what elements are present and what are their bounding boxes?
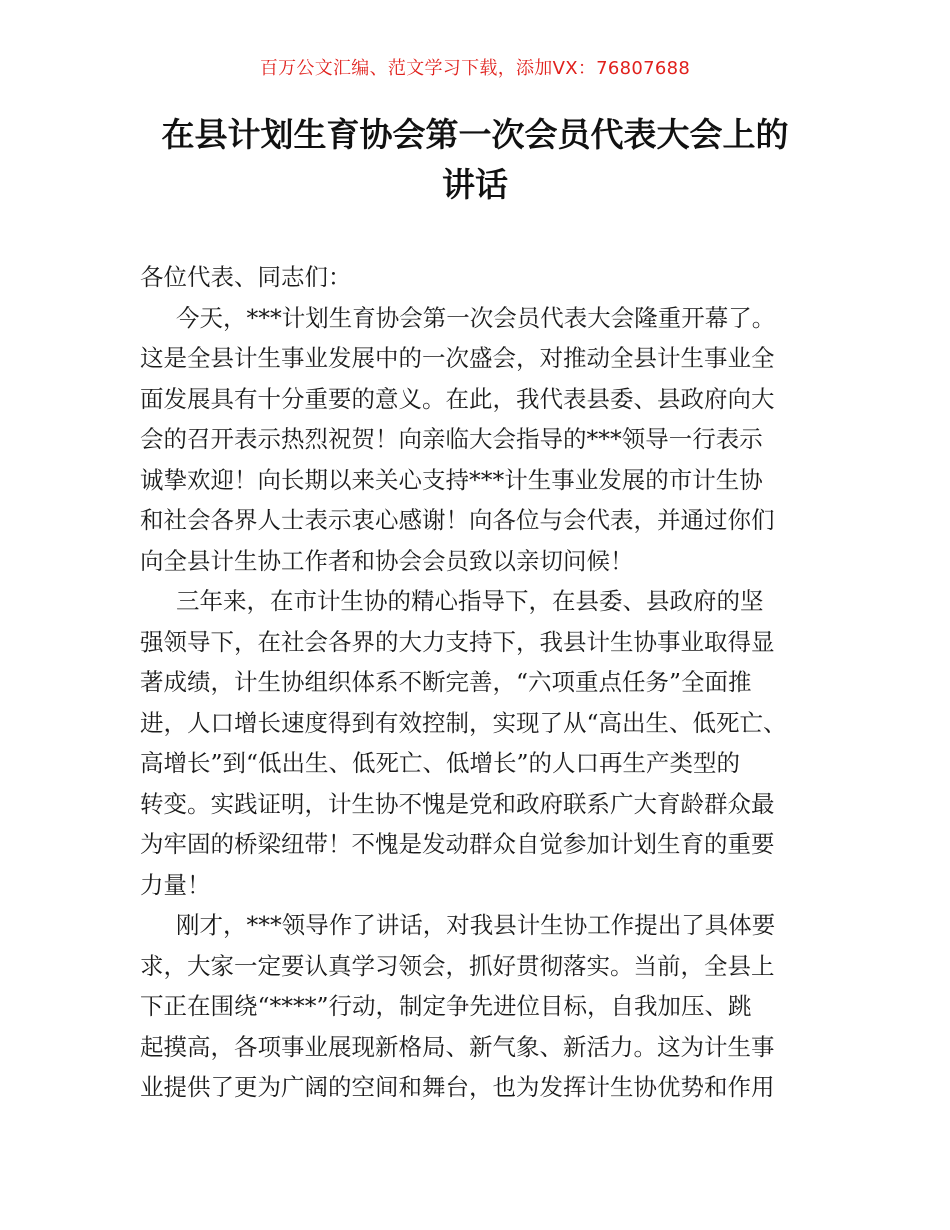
watermark-banner: 百万公文汇编、范文学习下载，添加VX：76807688 bbox=[259, 58, 691, 79]
text-line: 和社会各界人士表示衷心感谢！向各位与会代表，并通过你们 bbox=[140, 506, 775, 534]
text-line: 业提供了更为广阔的空间和舞台，也为发挥计生协优势和作用 bbox=[140, 1073, 775, 1101]
text-line: 刚才，***领导作了讲话，对我县计生协工作提出了具体要 bbox=[176, 911, 776, 939]
text-line: 面发展具有十分重要的意义。在此，我代表县委、县政府向大 bbox=[140, 384, 775, 413]
speech-body bbox=[140, 257, 815, 1108]
paragraph-achievements bbox=[140, 581, 815, 905]
text-line: 高增长”到“低出生、低死亡、低增长”的人口再生产类型的 bbox=[140, 749, 741, 777]
text-line: 诚挚欢迎！向长期以来关心支持***计生事业发展的市计生协 bbox=[140, 465, 763, 494]
paragraph-requirements bbox=[140, 905, 815, 1108]
text-line: 进，人口增长速度得到有效控制，实现了从“高出生、低死亡、 bbox=[140, 708, 787, 737]
text-line: 下正在围绕“****”行动，制定争先进位目标，自我加压、跳 bbox=[140, 992, 752, 1020]
text-line: 会的召开表示热烈祝贺！向亲临大会指导的***领导一行表示 bbox=[140, 425, 763, 453]
paragraph-opening bbox=[140, 298, 815, 582]
text-line: 转变。实践证明，计生协不愧是党和政府联系广大育龄群众最 bbox=[140, 789, 775, 818]
text-line: 求，大家一定要认真学习领会，抓好贯彻落实。当前，全县上 bbox=[140, 951, 775, 980]
text-line: 力量！ bbox=[140, 870, 211, 899]
document-title bbox=[120, 110, 830, 210]
text-line: 著成绩，计生协组织体系不断完善，“六项重点任务”全面推 bbox=[140, 668, 752, 696]
text-line: 为牢固的桥梁纽带！不愧是发动群众自觉参加计划生育的重要 bbox=[140, 830, 775, 858]
text-line: 这是全县计生事业发展中的一次盛会，对推动全县计生事业全 bbox=[140, 344, 775, 372]
salutation: 各位代表、同志们： bbox=[140, 263, 352, 291]
title-line-1: 在县计划生育协会第一次会员代表大会上的 bbox=[161, 115, 789, 154]
text-line: 三年来，在市计生协的精心指导下，在县委、县政府的坚 bbox=[176, 587, 764, 615]
text-line: 向全县计生协工作者和协会会员致以亲切问候！ bbox=[140, 546, 634, 575]
text-line: 强领导下，在社会各界的大力支持下，我县计生协事业取得显 bbox=[140, 627, 775, 656]
text-line: 起摸高，各项事业展现新格局、新气象、新活力。这为计生事 bbox=[140, 1032, 775, 1061]
title-line-2: 讲话 bbox=[442, 165, 508, 204]
text-line: 今天，***计划生育协会第一次会员代表大会隆重开幕了。 bbox=[176, 303, 776, 332]
